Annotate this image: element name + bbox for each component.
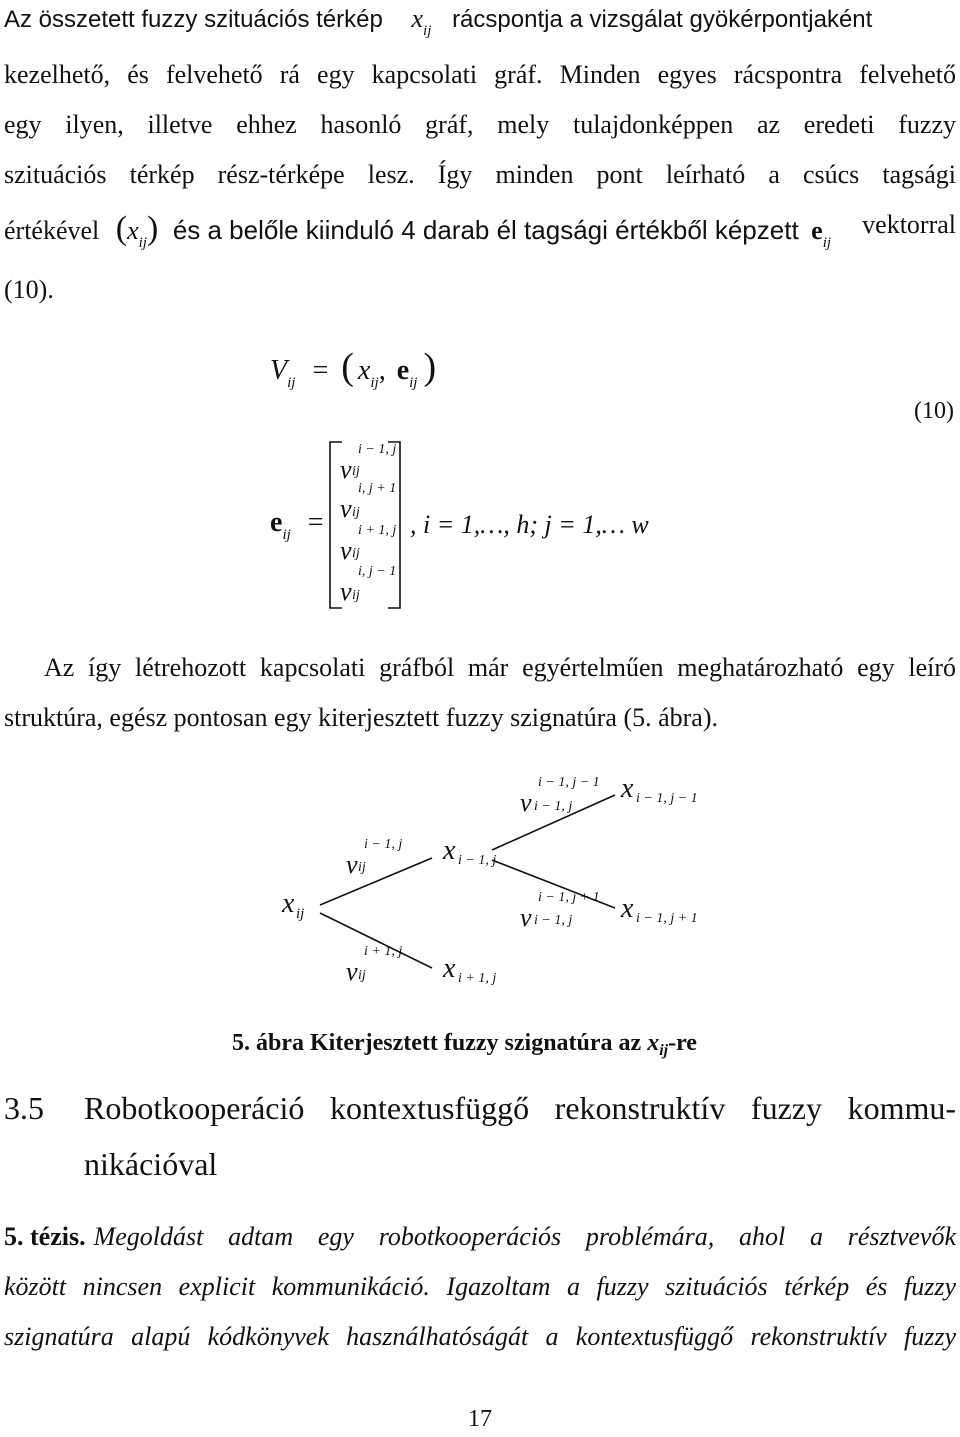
math-v: v — [346, 957, 358, 986]
math-v: v — [520, 788, 532, 817]
math-subscript: ij — [138, 235, 147, 251]
math-x: x — [411, 4, 424, 33]
thesis-line-1 — [4, 1222, 956, 1252]
math-subscript: i + 1, j — [458, 971, 497, 986]
math-superscript: i + 1, j — [358, 523, 397, 538]
math-subscript: ij — [423, 23, 432, 39]
edge-root-upper — [320, 858, 432, 905]
math-subscript: ij — [282, 527, 291, 543]
math-subscript: ij — [409, 375, 418, 391]
math-x: x — [127, 216, 139, 245]
math-superscript: i − 1, j − 1 — [538, 775, 600, 790]
math-subscript: ij — [352, 546, 360, 561]
math-e-bold: e — [811, 216, 823, 245]
comma: , — [378, 355, 386, 386]
section-number: 3.5 — [4, 1090, 44, 1126]
math-x: x — [621, 773, 634, 804]
math-subscript: ij — [822, 235, 832, 251]
math-subscript: ij — [358, 860, 366, 875]
equals: = — [312, 355, 329, 386]
paragraph-1-line-4: szituációs térkép rész-térképe lesz. Így minden pont leírható a csúcs tagsági — [4, 160, 956, 189]
text: rácspontja a vizsgálat gyökérpontjaként — [452, 6, 873, 33]
caption-text: 5. ábra Kiterjesztett fuzzy szignatúra az — [232, 1030, 648, 1056]
equation-number: (10) — [914, 398, 954, 424]
paren-right: ) — [146, 210, 159, 247]
math-superscript: i + 1, j — [364, 944, 403, 959]
text: Az összetett fuzzy szituációs térkép — [4, 6, 383, 33]
math-subscript: i − 1, j — [534, 913, 573, 928]
page-number: 17 — [468, 1406, 492, 1432]
math-v: v — [346, 850, 358, 879]
paragraph-1-line-6: (10). — [4, 275, 54, 304]
math-V: V — [270, 355, 288, 386]
math-subscript: ij — [352, 588, 360, 603]
math-x: x — [621, 893, 634, 924]
math-x: x — [282, 888, 295, 919]
math-v: v — [340, 536, 352, 565]
math-x: x — [443, 835, 456, 866]
math-superscript: i, j − 1 — [358, 564, 397, 579]
caption-text: -re — [668, 1030, 697, 1056]
math-x: x — [357, 355, 371, 386]
paragraph-1-line-2: kezelhető, és felvehető rá egy kapcsolati gráf. Minden egyes rácspontra felvehető — [4, 60, 956, 89]
thesis-text: Megoldást adtam egy robotkooperációs problémára, ahol a résztvevők — [93, 1222, 956, 1251]
paragraph-1-line-3: egy ilyen, illetve ehhez hasonló gráf, mely tulajdonképpen az eredeti fuzzy — [4, 110, 956, 139]
text: értékével — [4, 216, 100, 245]
math-subscript: ij — [287, 375, 296, 391]
math-subscript: i − 1, j − 1 — [636, 791, 698, 806]
math-subscript: ij — [352, 505, 360, 520]
thesis-label: 5. tézis. — [4, 1222, 86, 1251]
math-superscript: i − 1, j — [364, 837, 403, 852]
math-subscript: i − 1, j — [534, 799, 573, 814]
index-range: , i = 1,…, h; j = 1,… w — [410, 510, 649, 539]
figure-caption — [232, 1030, 697, 1057]
math-subscript: ij — [358, 968, 366, 983]
paren-right: ) — [423, 346, 437, 388]
thesis-line-3: szignatúra alapú kódkönyvek használhatóságát a kontextusfüggő rekonstruktív fuzzy — [4, 1322, 956, 1351]
math-subscript: i − 1, j + 1 — [636, 911, 698, 926]
paren-left: ( — [115, 210, 128, 247]
section-title-line-1: Robotkooperáció kontextusfüggő rekonstruktív fuzzy kommu- — [84, 1090, 956, 1126]
paragraph-2-line-1: Az így létrehozott kapcsolati gráfból már egyértelműen meghatározható egy leíró — [44, 653, 956, 682]
equals: = — [307, 507, 324, 538]
math-subscript: i − 1, j — [458, 853, 497, 868]
math-x: x — [443, 953, 456, 984]
paragraph-2-line-2: struktúra, egész pontosan egy kiterjesztett fuzzy szignatúra (5. ábra). — [4, 703, 718, 732]
math-superscript: i − 1, j — [358, 442, 397, 457]
paren-left: ( — [341, 346, 354, 388]
text: és a belőle kiinduló 4 darab él tagsági értékből képzett — [172, 215, 799, 245]
math-e-bold: e — [396, 355, 410, 386]
math-subscript: ij — [352, 464, 360, 479]
caption-math-x: x — [647, 1030, 660, 1056]
math-v: v — [520, 903, 532, 932]
math-superscript: i, j + 1 — [358, 481, 397, 496]
caption-math-subscript: ij — [659, 1042, 669, 1059]
section-title-line-2: nikációval — [84, 1146, 218, 1182]
thesis-line-2: között nincsen explicit kommunikáció. Igazoltam a fuzzy szituációs térkép és fuzzy — [4, 1272, 956, 1301]
math-e-bold: e — [270, 507, 283, 538]
math-subscript: ij — [296, 906, 305, 922]
math-superscript: i − 1, j + 1 — [538, 890, 600, 905]
math-v: v — [340, 494, 352, 523]
math-v: v — [340, 577, 352, 606]
text: vektorral — [862, 210, 956, 239]
math-v: v — [340, 455, 352, 484]
math-subscript: ij — [370, 375, 379, 391]
